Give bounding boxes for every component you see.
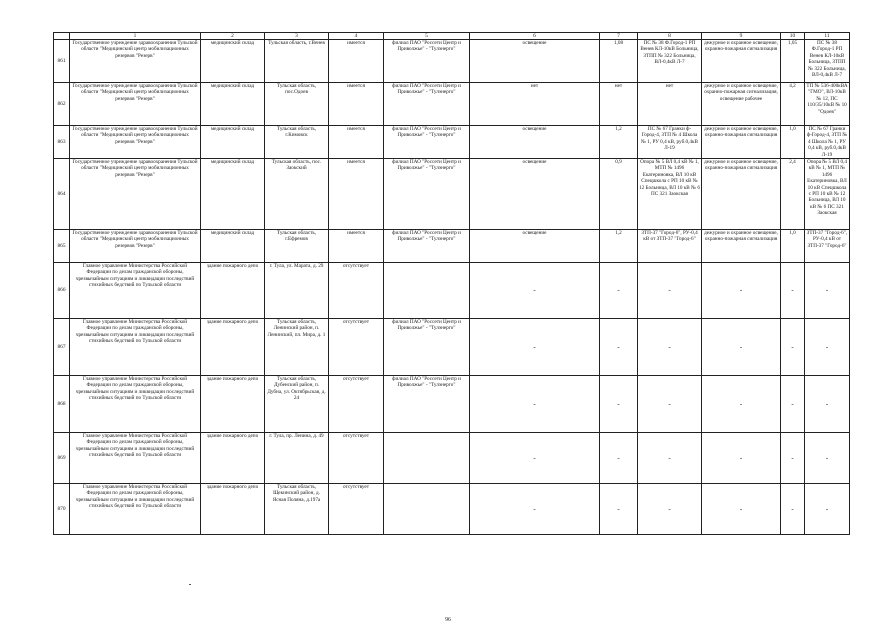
table-cell-col-6: - xyxy=(470,376,600,433)
header-cell-3: 3 xyxy=(265,33,329,40)
table-cell-col-11: ТП № 536-400кВА "ГМО", ВЛ-10кВ № 12, ПС 110/35/10кВ № 10 "Одоев" xyxy=(805,83,850,126)
table-cell-col-11: ПС № 38 Ф.Город-1 РП Венев КЛ-10кВ Больница, ЗТПП № 322 Больница, ВЛ-0,4кВ Л-7 xyxy=(805,40,850,83)
table-row xyxy=(54,376,850,433)
table-cell-col-3: Тульская область, пос. Заокский xyxy=(265,159,329,230)
table-cell-col-6: - xyxy=(470,263,600,319)
table-cell-col-11: - xyxy=(805,376,850,433)
table-cell-col-3: Тульская область, г.Венев xyxy=(265,40,329,83)
table-cell-col-2: медицинский склад xyxy=(201,40,265,83)
header-cell-10: 10 xyxy=(781,33,805,40)
header-cell-11: 11 xyxy=(805,33,850,40)
table-cell-col-3: Тульская область, пос.Одоев xyxy=(265,83,329,126)
header-cell-9: 9 xyxy=(702,33,781,40)
table-row xyxy=(54,83,850,126)
table-row xyxy=(54,40,850,83)
scan-mark xyxy=(189,584,191,585)
table-cell-col-5: филиал ПАО "Россети Центр и Приволжье" - "Тулэнерго" xyxy=(384,230,470,263)
table-cell-col-1: Главное управление Министерства Российской Федерации по делам гражданской обороны, чрезвычайным ситуациям и ликвидации последствий стихийных бедствий по Тульской области xyxy=(70,263,201,319)
table-cell-col-4: отсутствует xyxy=(329,376,384,433)
table-cell-col-2: здание пожарного депо xyxy=(201,263,265,319)
row-number-cell: 869 xyxy=(54,433,70,484)
table-cell-col-2: медицинский склад xyxy=(201,83,265,126)
table-cell-col-7: 1,2 xyxy=(600,230,638,263)
table-cell-col-5 xyxy=(384,433,470,484)
table-cell-col-7: - xyxy=(600,433,638,484)
table-cell-col-8: ПС № 67 Гранки ф-Город-4, ЗТП № 4 Школа № 1, РУ 0,4 кВ, руб.0,4кВ Л-19 xyxy=(638,126,702,159)
row-number-cell: 861 xyxy=(54,40,70,83)
table-cell-col-8: - xyxy=(638,319,702,376)
table-cell-col-7: - xyxy=(600,263,638,319)
table-cell-col-5 xyxy=(384,263,470,319)
table-row xyxy=(54,263,850,319)
table-cell-col-7: - xyxy=(600,484,638,535)
table-cell-col-9: дежурное и охранное освещение, охранно-пожарная сигнализация, освещение рабочее xyxy=(702,83,781,126)
table-cell-col-10: - xyxy=(781,433,805,484)
table-cell-col-7: 1,08 xyxy=(600,40,638,83)
row-number-cell: 863 xyxy=(54,126,70,159)
table-cell-col-10: 1,0 xyxy=(781,126,805,159)
table-cell-col-7: 1,2 xyxy=(600,126,638,159)
table-cell-col-1: Государственное учреждение здравоохранения Тульской области "Медицинский центр мобилизационных резервов "Резерв" xyxy=(70,40,201,83)
table-cell-col-6: - xyxy=(470,484,600,535)
table-cell-col-1: Главное управление Министерства Российской Федерации по делам гражданской обороны, чрезвычайным ситуациям и ликвидации последствий стихийных бедствий по Тульской области xyxy=(70,484,201,535)
row-number-cell: 865 xyxy=(54,230,70,263)
table-cell-col-4: имеется xyxy=(329,230,384,263)
table-row xyxy=(54,433,850,484)
table-cell-col-8: - xyxy=(638,433,702,484)
table-cell-col-7: - xyxy=(600,376,638,433)
table-row xyxy=(54,159,850,230)
table-cell-col-1: Главное управление Министерства Российской Федерации по делам гражданской обороны, чрезвычайным ситуациям и ликвидации последствий стихийных бедствий по Тульской области xyxy=(70,376,201,433)
table-cell-col-6: освещение xyxy=(470,40,600,83)
header-row xyxy=(54,33,850,40)
table-cell-col-7: 0,9 xyxy=(600,159,638,230)
table-cell-col-3: г. Тула, пр. Ленина, д. 49 xyxy=(265,433,329,484)
table-cell-col-3: Тульская область, Щекинский район, д. Ясная Поляна, д.197а xyxy=(265,484,329,535)
table-cell-col-10: - xyxy=(781,376,805,433)
table-cell-col-9: дежурное и охранное освещение, охранно-пожарная сигнализация xyxy=(702,230,781,263)
table-cell-col-9: дежурное и охранное освещение, охранно-пожарная сигнализация xyxy=(702,159,781,230)
page-number: 96 xyxy=(445,617,451,623)
row-number-cell: 864 xyxy=(54,159,70,230)
table-cell-col-11: ПС № 67 Гранки ф-Город-4, ЗТП № 4 Школа № 1, РУ 0,4 кВ, руб.0,4кВ Л-19 xyxy=(805,126,850,159)
table-cell-col-4: отсутствует xyxy=(329,484,384,535)
table-cell-col-2: здание пожарного депо xyxy=(201,319,265,376)
table-cell-col-9: - xyxy=(702,433,781,484)
table-row xyxy=(54,230,850,263)
header-cell-1: 1 xyxy=(70,33,201,40)
row-number-cell: 867 xyxy=(54,319,70,376)
table-cell-col-5: филиал ПАО "Россети Центр и Приволжье" - "Тулэнерго" xyxy=(384,126,470,159)
table-cell-col-2: медицинский склад xyxy=(201,126,265,159)
table-cell-col-2: здание пожарного депо xyxy=(201,484,265,535)
table-cell-col-11: - xyxy=(805,263,850,319)
table-cell-col-8: ПС № 38 Ф.Город-1 РП Венев КЛ-10кВ Больница, ЗТПП № 322 Больница, ВЛ-0,4кВ Л-7 xyxy=(638,40,702,83)
table-cell-col-9: - xyxy=(702,484,781,535)
table-cell-col-1: Главное управление Министерства Российской Федерации по делам гражданской обороны, чрезвычайным ситуациям и ликвидации последствий стихийных бедствий по Тульской области xyxy=(70,319,201,376)
row-number-cell: 868 xyxy=(54,376,70,433)
table-cell-col-6: - xyxy=(470,433,600,484)
table-cell-col-11: ЗТП-37 "Город-6", РУ-0,4 кВ от ЗТП-37 "Город-6" xyxy=(805,230,850,263)
table-cell-col-6: освещение xyxy=(470,126,600,159)
row-number-cell: 866 xyxy=(54,263,70,319)
table-cell-col-8: Опора № 5 ВЛ 0,4 кВ № 1, МТП № 1496 Екатериновка, ВЛ 10 кВ Спецшкола с РП 10 кВ № 12 Больница, ВЛ 10 кВ № 6 ПС 321 Заокская xyxy=(638,159,702,230)
table-cell-col-11: - xyxy=(805,484,850,535)
table-cell-col-10: 2,4 xyxy=(781,159,805,230)
table-cell-col-5: филиал ПАО "Россети Центр и Приволжье" - "Тулэнерго" xyxy=(384,159,470,230)
table-cell-col-4: отсутствует xyxy=(329,319,384,376)
table-cell-col-1: Главное управление Министерства Российской Федерации по делам гражданской обороны, чрезвычайным ситуациям и ликвидации последствий стихийных бедствий по Тульской области xyxy=(70,433,201,484)
table-cell-col-8: - xyxy=(638,484,702,535)
row-number-cell: 870 xyxy=(54,484,70,535)
table-cell-col-6: освещение xyxy=(470,159,600,230)
table-cell-col-5: филиал ПАО "Россети Центр и Приволжье" - "Тулэнерго" xyxy=(384,376,470,433)
table-cell-col-8: - xyxy=(638,263,702,319)
table-cell-col-2: здание пожарного депо xyxy=(201,376,265,433)
table-cell-col-3: Тульская область, Дубенский район, п. Дубна, ул. Октябрьская, д. 24 xyxy=(265,376,329,433)
table-cell-col-9: - xyxy=(702,319,781,376)
table-cell-col-7: - xyxy=(600,319,638,376)
header-cell-8: 8 xyxy=(638,33,702,40)
table-cell-col-1: Государственное учреждение здравоохранения Тульской области "Медицинский центр мобилизационных резервов "Резерв" xyxy=(70,126,201,159)
table-cell-col-4: имеется xyxy=(329,40,384,83)
table-cell-col-11: Опора № 5 ВЛ 0,4 кВ № 1, МТП № 1496 Екатериновка, ВЛ 10 кВ Спецшкола с РП 10 кВ № 12 Больница, ВЛ 10 кВ № 6 ПС 321 Заокская xyxy=(805,159,850,230)
table-cell-col-3: Тульская область, Ленинский район, п. Ленинский, пл. Мира, д. 1 xyxy=(265,319,329,376)
table-cell-col-9: дежурное и охранное освещение, охранно-пожарная сигнализация xyxy=(702,40,781,83)
header-cell-2: 2 xyxy=(201,33,265,40)
table-row xyxy=(54,319,850,376)
table-cell-col-11: - xyxy=(805,319,850,376)
document-table xyxy=(53,32,850,535)
table-cell-col-9: - xyxy=(702,376,781,433)
row-number-cell: 862 xyxy=(54,83,70,126)
table-cell-col-10: 1,0 xyxy=(781,230,805,263)
table-cell-col-1: Государственное учреждение здравоохранения Тульской области "Медицинский центр мобилизационных резервов "Резерв" xyxy=(70,230,201,263)
table-row xyxy=(54,484,850,535)
table-cell-col-4: отсутствует xyxy=(329,433,384,484)
table-cell-col-2: медицинский склад xyxy=(201,159,265,230)
table-cell-col-10: - xyxy=(781,484,805,535)
header-cell-7: 7 xyxy=(600,33,638,40)
table-cell-col-3: г. Тула, ул. Марата, д. 29 xyxy=(265,263,329,319)
table-cell-col-5: филиал ПАО "Россети Центр и Приволжье" - "Тулэнерго" xyxy=(384,319,470,376)
table-cell-col-4: имеется xyxy=(329,126,384,159)
table-cell-col-7: нет xyxy=(600,83,638,126)
table-cell-col-1: Государственное учреждение здравоохранения Тульской области "Медицинский центр мобилизационных резервов "Резерв" xyxy=(70,159,201,230)
table-cell-col-4: имеется xyxy=(329,159,384,230)
table-cell-col-4: отсутствует xyxy=(329,263,384,319)
table-cell-col-9: - xyxy=(702,263,781,319)
table-cell-col-8: ЗТП-37 "Город-6", РУ-0,4 кВ от ЗТП-37 "Город-6" xyxy=(638,230,702,263)
table-cell-col-2: медицинский склад xyxy=(201,230,265,263)
header-cell-blank xyxy=(54,33,70,40)
table-cell-col-10: 4,2 xyxy=(781,83,805,126)
header-cell-6: 6 xyxy=(470,33,600,40)
table-cell-col-11: - xyxy=(805,433,850,484)
table-cell-col-4: имеется xyxy=(329,83,384,126)
table-cell-col-3: Тульская область, г.Кимовск xyxy=(265,126,329,159)
table-cell-col-9: дежурное и охранное освещение, охранно-пожарная сигнализация xyxy=(702,126,781,159)
table-cell-col-5: филиал ПАО "Россети Центр и Приволжье" - "Тулэнерго" xyxy=(384,83,470,126)
table-cell-col-1: Государственное учреждение здравоохранения Тульской области "Медицинский центр мобилизационных резервов "Резерв" xyxy=(70,83,201,126)
table-cell-col-5 xyxy=(384,484,470,535)
table-cell-col-10: 1,05 xyxy=(781,40,805,83)
table-cell-col-8: - xyxy=(638,376,702,433)
table-cell-col-6: освещение xyxy=(470,230,600,263)
header-cell-4: 4 xyxy=(329,33,384,40)
table-cell-col-3: Тульская область, г.Ефремов xyxy=(265,230,329,263)
table-cell-col-2: здание пожарного депо xyxy=(201,433,265,484)
header-cell-5: 5 xyxy=(384,33,470,40)
table-cell-col-6: нет xyxy=(470,83,600,126)
table-cell-col-5: филиал ПАО "Россети Центр и Приволжье" - "Тулэнерго" xyxy=(384,40,470,83)
table-cell-col-10: - xyxy=(781,319,805,376)
table-cell-col-6: - xyxy=(470,319,600,376)
table-cell-col-10: - xyxy=(781,263,805,319)
table-row xyxy=(54,126,850,159)
table-cell-col-8: нет xyxy=(638,83,702,126)
